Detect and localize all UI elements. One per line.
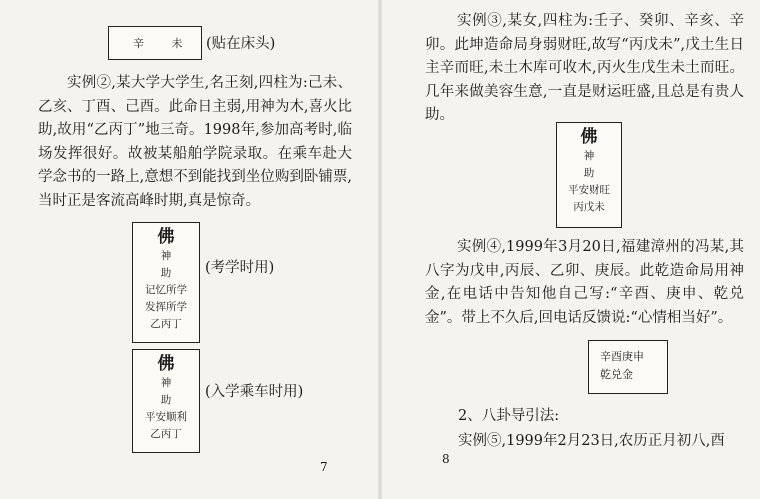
- wealth-talisman-line: 助: [583, 167, 595, 179]
- exam-talisman-line: 发挥所学: [145, 301, 187, 313]
- travel-talisman-note: (入学乘车时用): [205, 384, 304, 400]
- example-5-opening: 实例⑤,1999年2月23日,农历正月初八,酉: [458, 433, 725, 449]
- metal-talisman-box: [588, 340, 668, 394]
- exam-talisman-line: 神: [160, 250, 172, 262]
- exam-talisman: [132, 222, 200, 343]
- page-number-left: 7: [320, 460, 328, 474]
- exam-talisman-line: 助: [160, 267, 172, 279]
- bed-talisman-box: [108, 26, 202, 60]
- wealth-talisman-line: 神: [583, 150, 595, 162]
- exam-talisman-note: (考学时用): [205, 260, 275, 276]
- page-number-right: 8: [442, 452, 450, 466]
- travel-talisman-line: 平安顺利: [145, 411, 187, 423]
- example-3-paragraph: 实例③,某女,四柱为:壬子、癸卯、辛亥、辛卯。此坤造命局身弱财旺,故写“丙戊未”,戊土生日主辛而旺,未土木库可收木,丙火生戊生未土而旺。几年来做美容生意,一直是财运旺盛,且总是有贵人助。: [425, 13, 744, 123]
- wealth-talisman-line: 丙戊未: [573, 201, 605, 213]
- exam-talisman-line: 记忆所学: [145, 284, 187, 296]
- bed-talisman-note: (贴在床头): [206, 36, 276, 52]
- exam-talisman-line: 乙丙丁: [150, 318, 182, 330]
- example-2-paragraph: 实例②,某大学大学生,名王刻,四柱为:己未、乙亥、丁酉、己酉。此命日主弱,用神为木,喜火比助,故用“乙丙丁”地三奇。1998年,参加高考时,临场发挥很好。故被某船舶学院录取。在乘车赴大学念书的一路上,意想不到能找到坐位购到卧铺票,当时正是客流高峰时期,真是惊奇。: [38, 75, 352, 209]
- travel-talisman-line: 助: [160, 394, 172, 406]
- section-heading-bagua: 2、八卦导引法:: [458, 408, 560, 424]
- travel-talisman-line: 神: [160, 377, 172, 389]
- bed-talisman-char-1: 辛: [133, 37, 144, 50]
- wealth-talisman-title: 佛: [580, 127, 598, 147]
- travel-talisman-title: 佛: [157, 354, 175, 374]
- travel-talisman-line: 乙丙丁: [150, 428, 182, 440]
- metal-talisman-line-1: 辛酉庚申: [600, 350, 644, 363]
- bed-talisman-char-2: 未: [171, 37, 183, 50]
- wealth-talisman-line: 平安财旺: [568, 184, 610, 196]
- travel-talisman: [132, 349, 200, 453]
- wealth-talisman: [556, 122, 622, 228]
- example-4-paragraph: 实例④,1999年3月20日,福建漳州的冯某,其八字为戊申,丙辰、乙卯、庚辰。此乾造命局用神金,在电话中告知他自己写:“辛酉、庚申、乾兑金”。带上不久后,回电话反馈说:“心情相当好”。: [425, 239, 744, 326]
- metal-talisman-line-2: 乾兑金: [600, 368, 633, 381]
- exam-talisman-title: 佛: [157, 227, 175, 247]
- right-page: [380, 0, 760, 499]
